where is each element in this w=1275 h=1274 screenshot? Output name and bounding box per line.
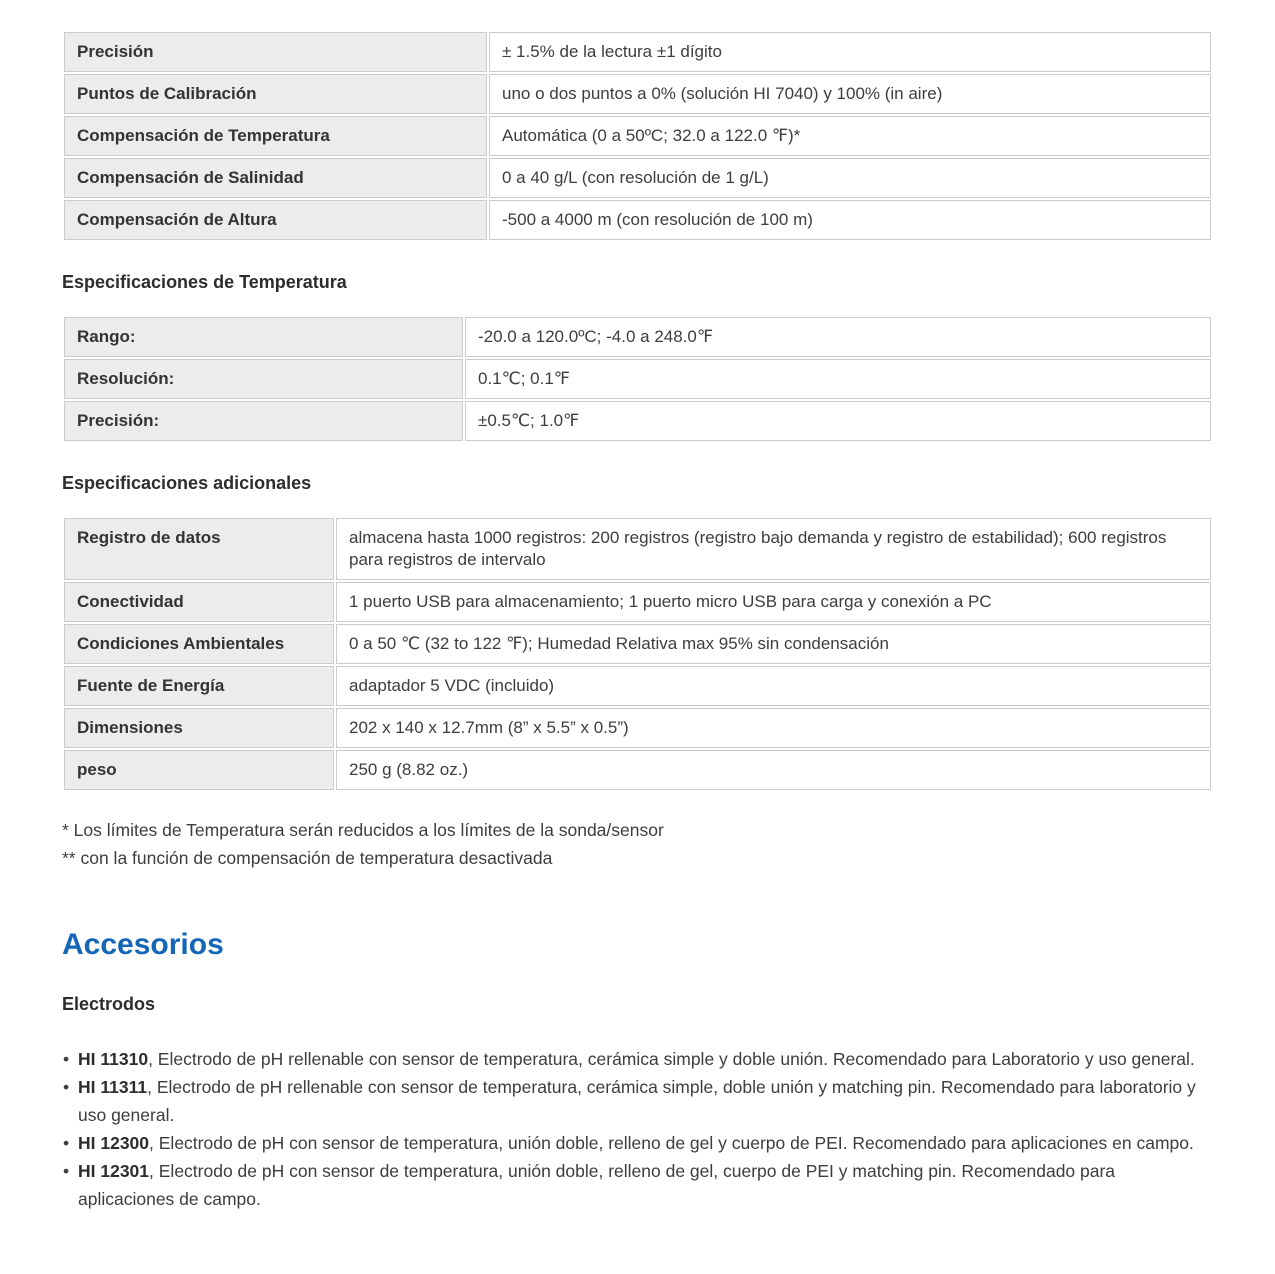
temp-value-accuracy: ±0.5℃; 1.0℉ [465, 401, 1211, 441]
table-row [64, 518, 1211, 580]
table-row [64, 359, 1211, 399]
temp-label-range: Rango: [64, 317, 463, 357]
table-row [64, 666, 1211, 706]
add-value-environment: 0 a 50 ℃ (32 to 122 ℉); Humedad Relativa max 95% sin condensación [336, 624, 1211, 664]
general-spec-table [62, 30, 1213, 242]
spec-label-calibration-points: Puntos de Calibración [64, 74, 487, 114]
electrode-code: HI 11310 [78, 1049, 149, 1069]
table-row [64, 401, 1211, 441]
table-row [64, 74, 1211, 114]
table-row [64, 708, 1211, 748]
additional-spec-table [62, 516, 1213, 792]
bullet-icon: • [63, 1133, 70, 1153]
spec-value-precision: ± 1.5% de la lectura ±1 dígito [489, 32, 1211, 72]
table-row [64, 750, 1211, 790]
electrode-description: , Electrodo de pH rellenable con sensor de temperatura, cerámica simple, doble unión y matching pin. Recomendado para laboratorio y uso general. [78, 1077, 1196, 1125]
spec-label-temp-compensation: Compensación de Temperatura [64, 116, 487, 156]
electrode-description: , Electrodo de pH con sensor de temperatura, unión doble, relleno de gel, cuerpo de PEI y matching pin. Recomendado para aplicaciones de campo. [78, 1161, 1116, 1209]
add-value-connectivity: 1 puerto USB para almacenamiento; 1 puerto micro USB para carga y conexión a PC [336, 582, 1211, 622]
spec-value-calibration-points: uno o dos puntos a 0% (solución HI 7040) y 100% (in aire) [489, 74, 1211, 114]
spec-label-salinity-compensation: Compensación de Salinidad [64, 158, 487, 198]
accessories-title: Accesorios [62, 928, 224, 961]
bullet-icon: • [63, 1049, 70, 1069]
electrodes-heading: Electrodos [62, 994, 156, 1014]
electrode-description: , Electrodo de pH con sensor de temperatura, unión doble, relleno de gel y cuerpo de PEI. Recomendado para aplicaciones en campo. [149, 1133, 1194, 1153]
add-label-connectivity: Conectividad [64, 582, 334, 622]
temp-value-resolution: 0.1℃; 0.1℉ [465, 359, 1211, 399]
list-item-hi12301 [62, 1157, 1213, 1213]
spec-value-altitude-compensation: -500 a 4000 m (con resolución de 100 m) [489, 200, 1211, 240]
bullet-icon: • [63, 1077, 70, 1097]
add-value-weight: 250 g (8.82 oz.) [336, 750, 1211, 790]
electrode-code: HI 12300 [78, 1133, 150, 1153]
add-value-power-supply: adaptador 5 VDC (incluido) [336, 666, 1211, 706]
table-row [64, 32, 1211, 72]
table-row [64, 582, 1211, 622]
bullet-icon: • [63, 1161, 70, 1181]
electrode-code: HI 12301 [78, 1161, 150, 1181]
table-row [64, 200, 1211, 240]
temp-value-range: -20.0 a 120.0ºC; -4.0 a 248.0℉ [465, 317, 1211, 357]
temp-label-resolution: Resolución: [64, 359, 463, 399]
add-label-data-logging: Registro de datos [64, 518, 334, 580]
temperature-spec-table [62, 315, 1213, 443]
temp-label-accuracy: Precisión: [64, 401, 463, 441]
table-row [64, 158, 1211, 198]
list-item-hi12300 [62, 1129, 1213, 1157]
spec-value-salinity-compensation: 0 a 40 g/L (con resolución de 1 g/L) [489, 158, 1211, 198]
add-label-environment: Condiciones Ambientales [64, 624, 334, 664]
additional-specs-heading: Especificaciones adicionales [62, 473, 312, 493]
footnote-temperature-limits: * Los límites de Temperatura serán reducidos a los límites de la sonda/sensor [62, 820, 664, 840]
electrode-description: , Electrodo de pH rellenable con sensor de temperatura, cerámica simple y doble unión. Recomendado para Laboratorio y uso general. [148, 1049, 1195, 1069]
spec-label-altitude-compensation: Compensación de Altura [64, 200, 487, 240]
spec-label-precision: Precisión [64, 32, 487, 72]
table-row [64, 624, 1211, 664]
electrode-list [62, 1045, 1213, 1213]
add-value-dimensions: 202 x 140 x 12.7mm (8” x 5.5” x 0.5”) [336, 708, 1211, 748]
add-label-weight: peso [64, 750, 334, 790]
add-label-power-supply: Fuente de Energía [64, 666, 334, 706]
temperature-specs-heading: Especificaciones de Temperatura [62, 272, 347, 292]
footnote-compensation-disabled: ** con la función de compensación de temperatura desactivada [62, 848, 553, 868]
add-label-dimensions: Dimensiones [64, 708, 334, 748]
add-value-data-logging: almacena hasta 1000 registros: 200 registros (registro bajo demanda y registro de estabilidad); 600 registros para registros de intervalo [336, 518, 1211, 580]
table-row [64, 317, 1211, 357]
table-row [64, 116, 1211, 156]
list-item-hi11310 [62, 1045, 1213, 1073]
electrode-code: HI 11311 [78, 1077, 148, 1097]
list-item-hi11311 [62, 1073, 1213, 1129]
spec-value-temp-compensation: Automática (0 a 50ºC; 32.0 a 122.0 ℉)* [489, 116, 1211, 156]
footnotes [62, 816, 1213, 872]
